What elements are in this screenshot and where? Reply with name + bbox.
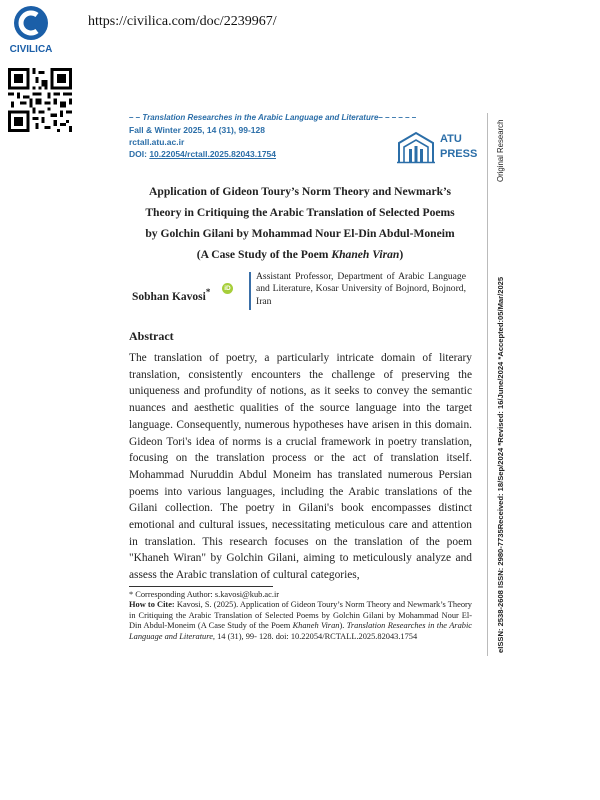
civilica-logo-text: CIVILICA [9,44,53,54]
author-name [132,287,210,303]
journal-issue: Fall & Winter 2025, 14 (31), 99-128 [129,125,265,135]
journal-doi-line [129,148,429,160]
title-line-4-prefix: (A Case Study of the Poem [196,248,332,261]
civilica-logo[interactable] [4,4,58,54]
corresponding-author: * Corresponding Author: s.kavosi@kub.ac.ir [129,590,280,599]
cite-journal: Translation Researches in the Arabic Language and Literature [129,621,472,641]
atu-line2: PRESS [440,148,478,160]
doi-label: DOI: [129,149,147,159]
how-to-cite [129,600,472,642]
atu-line1: ATU [440,133,462,145]
journal-header [129,113,429,160]
abstract-heading: Abstract [129,329,174,343]
orcid-icon[interactable]: iD [222,283,233,294]
cite-poem: Khaneh Viran [292,621,340,631]
cite-text-c: , 14 (31), 99- 128. doi: 10.22054/RCTALL.2025.82043.1754 [212,631,418,641]
atu-building-icon [396,130,436,164]
article-type-label: Original Research [496,119,505,182]
article-type [488,113,516,193]
doi-link[interactable]: 10.22054/rctall.2025.82043.1754 [149,149,276,159]
cite-label: How to Cite: [129,600,175,610]
title-line-3: by Golchin Gilani by Mohammad Nour El-Din Abdul-Moneim [145,227,455,240]
journal-series: – – Translation Researches in the Arabic Language and Literature– – – – – – [129,113,417,122]
dates-text: eISSN: 2538-2608 ISSN: 2980-7735Received: 18/Sep/2024 *Revised: 16/June/2024 *Accepted:05/Mar/2025 [496,276,505,653]
footnotes [129,590,472,642]
title-poem-name: Khaneh Viran [331,248,400,261]
author-affiliation: Assistant Professor, Department of Arabic Language and Literature, Kosar University of Bojnord, Bojnord, Iran [256,271,466,307]
title-line-2: Theory in Critiquing the Arabic Translation of Selected Poems [145,206,455,219]
title-line-1: Application of Gideon Toury’s Norm Theory and Newmark’s [149,185,451,198]
paper-title [120,181,480,265]
footnote-rule [129,586,273,587]
atu-press-logo [396,130,486,164]
title-line-4-suffix: ) [399,248,404,261]
affiliation-divider [249,272,251,310]
document-url[interactable]: https://civilica.com/doc/2239967/ [88,14,277,29]
corresponding-mark: * [205,287,211,297]
abstract-text: The translation of poetry, a particularly intricate domain of literary translation, consistently encounters the challenge of preserving the uniqueness and profundity of notions, as it seeks to convey the semantic nuances and aesthetic qualities of the source language into the target language. Consequently, numerous hypotheses have arisen in this domain. Gideon Tori's idea of norms is a crucial framework in poetry translation, focusing on the translation process or the act of translation itself. Mohammad Nuruddin Abdul Moneim has translated numerous Persian poems into various languages, including the Arabic translations of the Gilani collection. The poetry in Gilani's book encompasses distinct emotional and cultural issues, necessitating meticulous care and attention in translation. This research focuses on the translation of the poem "Khaneh Wiran" by Golchin Gilani, aiming to meticulously analyze and assess the Arabic translation of cultural categories, [129,352,472,582]
author-name-text: Sobhan Kavosi [132,290,206,303]
side-info-panel [487,113,516,656]
journal-website[interactable]: rctall.atu.ac.ir [129,137,185,147]
cite-text-a: Kavosi, S. (2025). Application of Gideon Toury’s Norm Theory and Newmark’s Theory in Critiquing the Arabic Translation of Selected Poems by Golchin Gilani by Mohammad Nour El-Din Abdul-Moneim (A Case Study of the Poem [129,600,472,631]
qr-code-icon [8,68,72,132]
title-line-4 [120,244,480,265]
cite-text-b: ). [339,621,347,631]
